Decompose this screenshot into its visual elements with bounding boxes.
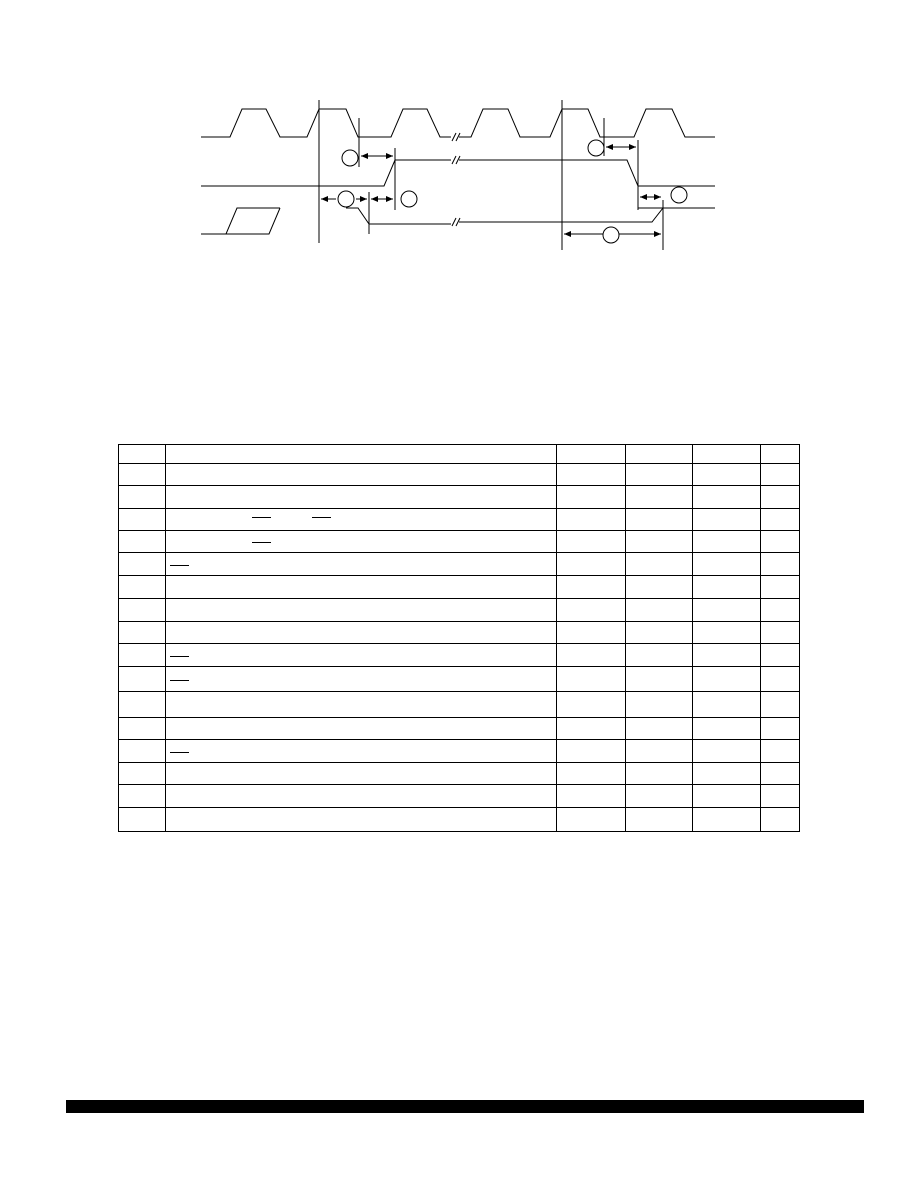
table-row — [119, 530, 800, 552]
clock-waveform-after-break — [459, 109, 715, 137]
table-cell — [119, 739, 166, 762]
arrowhead — [654, 231, 661, 237]
arrowhead — [361, 153, 368, 159]
table-cell — [625, 464, 692, 486]
table-cell — [693, 621, 760, 643]
table-cell — [693, 667, 760, 692]
table-cell — [557, 530, 626, 552]
table-cell — [166, 464, 557, 486]
table-cell — [693, 717, 760, 739]
table-cell — [693, 576, 760, 598]
table-cell — [693, 598, 760, 621]
table-cell — [166, 807, 557, 831]
table-row — [119, 717, 800, 739]
table-row — [119, 464, 800, 486]
table-row — [119, 739, 800, 762]
data-waveform — [201, 160, 451, 186]
table-cell — [625, 553, 692, 576]
table-cell — [693, 785, 760, 807]
reference-marker — [603, 227, 619, 243]
table-cell — [693, 464, 760, 486]
table-cell — [760, 763, 799, 785]
table-cell — [119, 530, 166, 552]
arrowhead — [371, 196, 378, 202]
timing-diagram — [0, 0, 918, 260]
reference-marker — [401, 191, 417, 207]
table-row — [119, 692, 800, 717]
table-cell — [119, 621, 166, 643]
table-cell — [557, 621, 626, 643]
table-cell — [166, 717, 557, 739]
table-cell — [166, 530, 557, 552]
reference-marker — [671, 187, 687, 203]
control-waveform-3 — [346, 208, 451, 224]
arrowhead — [321, 196, 328, 202]
overbar — [252, 517, 271, 518]
table-cell — [760, 643, 799, 666]
table-cell — [557, 667, 626, 692]
arrowhead — [629, 144, 636, 150]
table-cell — [557, 553, 626, 576]
table-cell — [119, 643, 166, 666]
table-cell — [760, 486, 799, 508]
table-row — [119, 763, 800, 785]
table-cell — [166, 643, 557, 666]
table-cell — [119, 486, 166, 508]
table-row — [119, 807, 800, 831]
table-cell — [166, 763, 557, 785]
table-cell — [693, 445, 760, 464]
reference-marker — [342, 150, 358, 166]
table-cell — [760, 807, 799, 831]
table-cell — [557, 576, 626, 598]
table-row — [119, 445, 800, 464]
arrowhead — [654, 194, 661, 200]
arrowhead — [386, 196, 393, 202]
table-cell — [760, 692, 799, 717]
table-cell — [760, 598, 799, 621]
table-row — [119, 553, 800, 576]
table-row — [119, 643, 800, 666]
table-cell — [625, 508, 692, 530]
table-cell — [119, 785, 166, 807]
table-cell — [760, 508, 799, 530]
table-cell — [760, 445, 799, 464]
table-cell — [625, 643, 692, 666]
table-cell — [557, 785, 626, 807]
table-cell — [557, 464, 626, 486]
table-cell — [166, 598, 557, 621]
break-mark — [452, 133, 460, 141]
table-cell — [760, 621, 799, 643]
table-cell — [166, 667, 557, 692]
table-cell — [166, 739, 557, 762]
table-cell — [119, 807, 166, 831]
footer-bar — [66, 1100, 864, 1113]
control-waveform-after-break — [459, 208, 670, 222]
table-cell — [166, 621, 557, 643]
break-mark — [452, 218, 460, 226]
table-cell — [625, 785, 692, 807]
table-cell — [557, 508, 626, 530]
arrowhead — [360, 196, 367, 202]
overbar — [170, 680, 189, 681]
table-cell — [625, 807, 692, 831]
table-cell — [693, 643, 760, 666]
table-cell — [760, 553, 799, 576]
overbar — [312, 517, 331, 518]
table-cell — [119, 445, 166, 464]
control-waveform-2 — [226, 208, 280, 234]
table-cell — [557, 598, 626, 621]
table-row — [119, 508, 800, 530]
table-row — [119, 667, 800, 692]
table-cell — [625, 692, 692, 717]
table-cell — [119, 667, 166, 692]
overbar — [170, 656, 189, 657]
table-cell — [693, 807, 760, 831]
table-cell — [693, 553, 760, 576]
table-cell — [693, 486, 760, 508]
reference-marker — [338, 191, 354, 207]
table-cell — [119, 692, 166, 717]
table-cell — [693, 508, 760, 530]
table-cell — [625, 739, 692, 762]
table-row — [119, 621, 800, 643]
arrowhead — [606, 144, 613, 150]
table-cell — [557, 739, 626, 762]
table-cell — [557, 486, 626, 508]
table-cell — [625, 486, 692, 508]
table-cell — [557, 807, 626, 831]
table-row — [119, 576, 800, 598]
control-waveform — [201, 208, 280, 234]
table-cell — [119, 717, 166, 739]
data-waveform-after-break — [459, 160, 715, 186]
arrowhead — [386, 153, 393, 159]
table-cell — [166, 553, 557, 576]
table-cell — [760, 785, 799, 807]
table-cell — [625, 598, 692, 621]
table-cell — [625, 576, 692, 598]
table-cell — [166, 576, 557, 598]
table-cell — [119, 508, 166, 530]
table-cell — [625, 667, 692, 692]
clock-waveform — [201, 109, 451, 137]
table-row — [119, 486, 800, 508]
table-cell — [625, 530, 692, 552]
table-cell — [693, 763, 760, 785]
table-cell — [625, 763, 692, 785]
table-cell — [760, 739, 799, 762]
table-cell — [166, 692, 557, 717]
table-cell — [760, 576, 799, 598]
table-cell — [625, 621, 692, 643]
overbar — [170, 752, 189, 753]
table-cell — [557, 763, 626, 785]
table-cell — [166, 508, 557, 530]
table-cell — [760, 464, 799, 486]
table-cell — [557, 717, 626, 739]
table-cell — [119, 576, 166, 598]
table-cell — [760, 530, 799, 552]
spec-table — [118, 444, 800, 832]
table-cell — [625, 717, 692, 739]
table-cell — [693, 692, 760, 717]
table-cell — [119, 763, 166, 785]
table-row — [119, 598, 800, 621]
table-cell — [760, 717, 799, 739]
table-cell — [557, 643, 626, 666]
arrowhead — [640, 194, 647, 200]
table-cell — [119, 553, 166, 576]
table-row — [119, 785, 800, 807]
table-cell — [119, 598, 166, 621]
table-cell — [693, 739, 760, 762]
table-cell — [166, 445, 557, 464]
table-cell — [693, 530, 760, 552]
table-cell — [557, 445, 626, 464]
overbar — [252, 542, 271, 543]
break-mark — [452, 156, 460, 164]
table-cell — [119, 464, 166, 486]
table-cell — [166, 486, 557, 508]
table-cell — [625, 445, 692, 464]
arrowhead — [564, 231, 571, 237]
overbar — [170, 565, 189, 566]
table-cell — [557, 692, 626, 717]
table-cell — [166, 785, 557, 807]
reference-marker — [588, 140, 604, 156]
table-cell — [760, 667, 799, 692]
overbar-pair — [170, 517, 552, 521]
